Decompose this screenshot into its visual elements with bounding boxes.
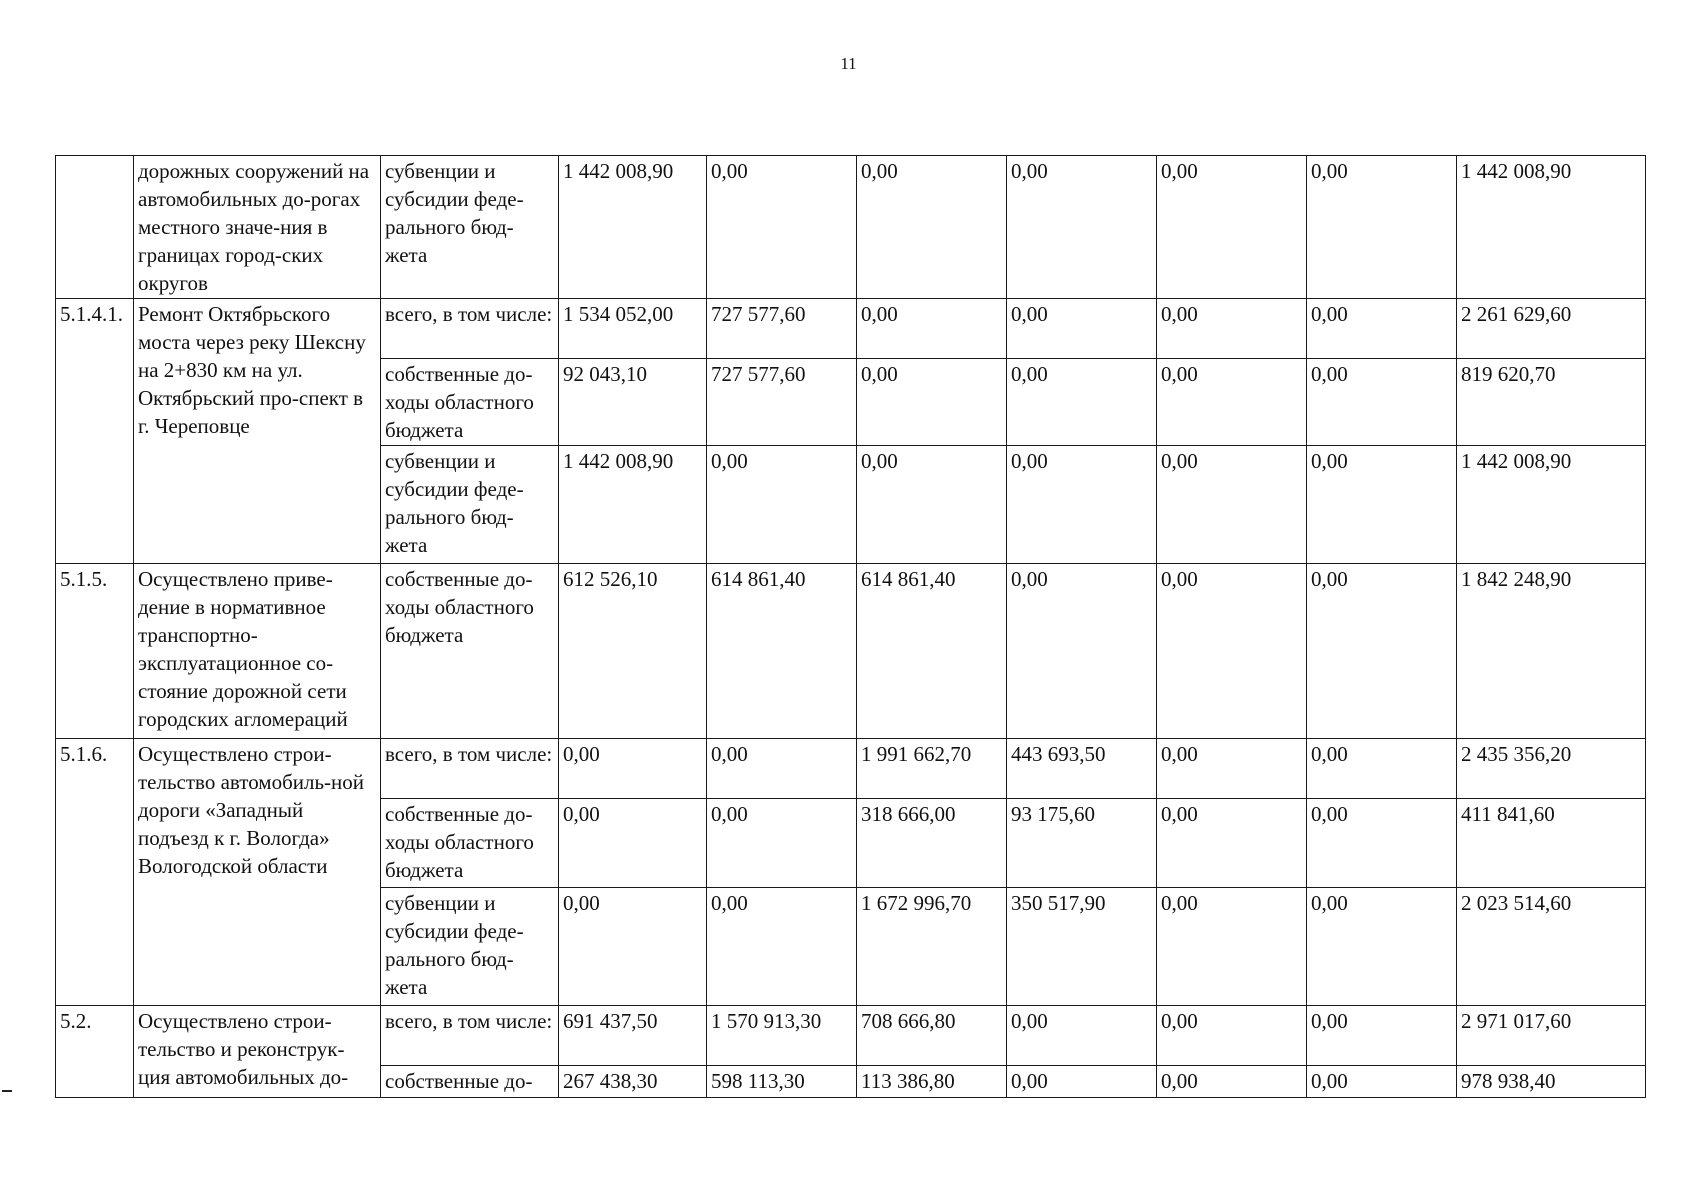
value-cell: 0,00 (1307, 1066, 1457, 1098)
value-cell: 0,00 (1307, 799, 1457, 888)
value-cell: 0,00 (1307, 446, 1457, 564)
value-cell: 0,00 (857, 359, 1007, 446)
value-cell: 0,00 (857, 299, 1007, 359)
value-cell: 727 577,60 (707, 359, 857, 446)
value-cell: 0,00 (1007, 359, 1157, 446)
table-row (56, 156, 1646, 299)
value-cell: 0,00 (1307, 1006, 1457, 1066)
value-cell: 0,00 (1307, 888, 1457, 1006)
row-name: дорожных сооружений на автомобильных до-рогах местного значе-ния в границах город-ских округов (134, 156, 381, 299)
value-cell: 727 577,60 (707, 299, 857, 359)
table-row (56, 739, 1646, 799)
row-number: 5.1.5. (56, 564, 134, 739)
value-cell: 708 666,80 (857, 1006, 1007, 1066)
budget-table (55, 155, 1646, 1098)
margin-mark (2, 1090, 12, 1092)
total-cell: 2 023 514,60 (1457, 888, 1646, 1006)
value-cell: 0,00 (1307, 156, 1457, 299)
table-row (56, 1006, 1646, 1066)
total-cell: 1 442 008,90 (1457, 156, 1646, 299)
value-cell: 0,00 (707, 739, 857, 799)
total-cell: 2 435 356,20 (1457, 739, 1646, 799)
value-cell: 0,00 (1007, 1066, 1157, 1098)
value-cell: 0,00 (559, 799, 707, 888)
total-cell: 1 442 008,90 (1457, 446, 1646, 564)
table-row (56, 564, 1646, 739)
row-number (56, 156, 134, 299)
value-cell: 0,00 (1307, 359, 1457, 446)
value-cell: 0,00 (707, 156, 857, 299)
total-cell: 978 938,40 (1457, 1066, 1646, 1098)
funding-source: собственные до- (381, 1066, 559, 1098)
row-name: Осуществлено строи-тельство автомобиль-ной дороги «Западный подъезд к г. Вологда» Вологодской области (134, 739, 381, 1006)
value-cell: 0,00 (1007, 1006, 1157, 1066)
funding-source: субвенции и субсидии феде-рального бюд-жета (381, 156, 559, 299)
value-cell: 0,00 (1307, 739, 1457, 799)
value-cell: 92 043,10 (559, 359, 707, 446)
row-number: 5.1.4.1. (56, 299, 134, 564)
value-cell: 0,00 (1007, 446, 1157, 564)
row-name: Осуществлено строи-тельство и реконструк-ция автомобильных до- (134, 1006, 381, 1098)
total-cell: 411 841,60 (1457, 799, 1646, 888)
value-cell: 93 175,60 (1007, 799, 1157, 888)
funding-source: собственные до-ходы областного бюджета (381, 359, 559, 446)
value-cell: 350 517,90 (1007, 888, 1157, 1006)
value-cell: 267 438,30 (559, 1066, 707, 1098)
value-cell: 0,00 (1157, 564, 1307, 739)
value-cell: 0,00 (1157, 156, 1307, 299)
value-cell: 0,00 (707, 446, 857, 564)
value-cell: 0,00 (1007, 564, 1157, 739)
value-cell: 614 861,40 (707, 564, 857, 739)
total-cell: 2 261 629,60 (1457, 299, 1646, 359)
value-cell: 598 113,30 (707, 1066, 857, 1098)
value-cell: 1 534 052,00 (559, 299, 707, 359)
total-cell: 819 620,70 (1457, 359, 1646, 446)
value-cell: 318 666,00 (857, 799, 1007, 888)
value-cell: 1 442 008,90 (559, 446, 707, 564)
row-name: Ремонт Октябрьского моста через реку Шексну на 2+830 км на ул. Октябрьский про-спект в г. Череповце (134, 299, 381, 564)
value-cell: 0,00 (1157, 1006, 1307, 1066)
value-cell: 0,00 (1157, 359, 1307, 446)
value-cell: 1 570 913,30 (707, 1006, 857, 1066)
value-cell: 0,00 (1007, 156, 1157, 299)
value-cell: 0,00 (857, 156, 1007, 299)
value-cell: 0,00 (559, 888, 707, 1006)
row-name: Осуществлено приве-дение в нормативное транспортно-эксплуатационное со-стояние дорожной сети городских агломераций (134, 564, 381, 739)
value-cell: 0,00 (1157, 799, 1307, 888)
funding-source: субвенции и субсидии феде-рального бюд-жета (381, 888, 559, 1006)
row-number: 5.2. (56, 1006, 134, 1098)
value-cell: 612 526,10 (559, 564, 707, 739)
value-cell: 0,00 (1157, 299, 1307, 359)
funding-source: собственные до-ходы областного бюджета (381, 799, 559, 888)
funding-source: всего, в том числе: (381, 1006, 559, 1066)
funding-source: всего, в том числе: (381, 739, 559, 799)
value-cell: 691 437,50 (559, 1006, 707, 1066)
value-cell: 0,00 (1007, 299, 1157, 359)
funding-source: всего, в том числе: (381, 299, 559, 359)
total-cell: 1 842 248,90 (1457, 564, 1646, 739)
value-cell: 1 991 662,70 (857, 739, 1007, 799)
value-cell: 0,00 (1157, 888, 1307, 1006)
value-cell: 1 672 996,70 (857, 888, 1007, 1006)
value-cell: 0,00 (1157, 446, 1307, 564)
total-cell: 2 971 017,60 (1457, 1006, 1646, 1066)
value-cell: 0,00 (707, 888, 857, 1006)
value-cell: 0,00 (559, 739, 707, 799)
value-cell: 1 442 008,90 (559, 156, 707, 299)
value-cell: 0,00 (1307, 564, 1457, 739)
funding-source: субвенции и субсидии феде-рального бюд-жета (381, 446, 559, 564)
value-cell: 113 386,80 (857, 1066, 1007, 1098)
value-cell: 0,00 (857, 446, 1007, 564)
value-cell: 443 693,50 (1007, 739, 1157, 799)
row-number: 5.1.6. (56, 739, 134, 1006)
table-row (56, 299, 1646, 359)
value-cell: 0,00 (1157, 1066, 1307, 1098)
value-cell: 0,00 (1157, 739, 1307, 799)
value-cell: 0,00 (707, 799, 857, 888)
page-number: 11 (840, 54, 857, 73)
value-cell: 0,00 (1307, 299, 1457, 359)
value-cell: 614 861,40 (857, 564, 1007, 739)
funding-source: собственные до-ходы областного бюджета (381, 564, 559, 739)
